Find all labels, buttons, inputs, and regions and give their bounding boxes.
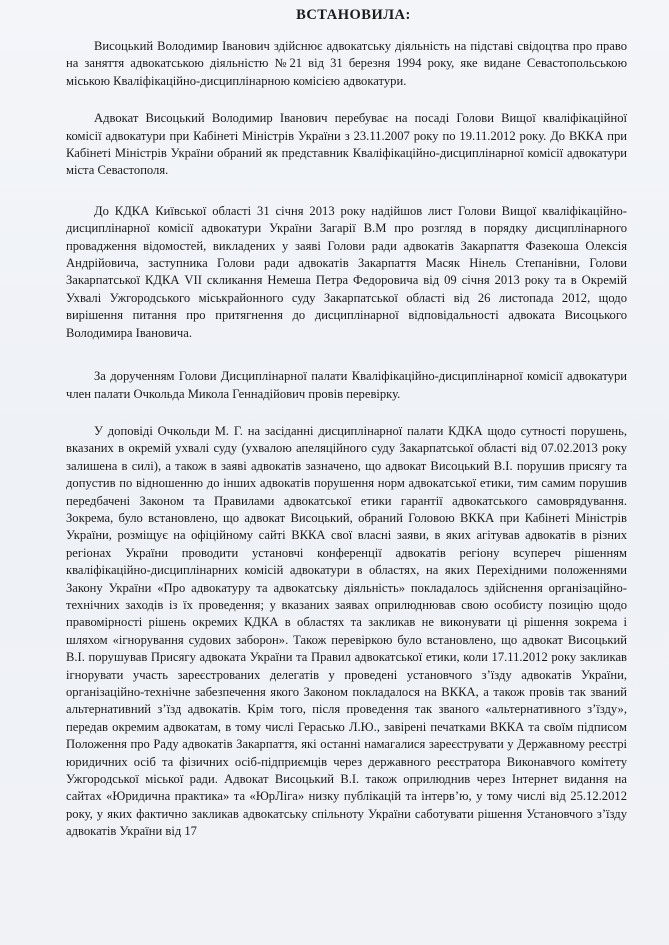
paragraph-complaint-letter: До КДКА Київської області 31 січня 2013 року надійшов лист Голови Вищої кваліфікаційно-дисциплінарної комісії адвокатури України Загарії В.М про розгляд в порядку дисциплінарного провадження відомостей, викладених у заяві Голови ради адвокатів Закарпаття Фазекоша Олексія Андрійовича, заступника Голови ради адвокатів Закарпаття Масяк Нінель Степанівни, Голови Закарпатської КДКА VII скликання Немеша Петра Федоровича від 09 січня 2013 року та в Окремій Ухвалі Ужгородського міськрайонного суду Закарпатської області від 26 листопада 2012, щодо вирішення питання про притягнення до дисциплінарної відповідальності адвоката Висоцького Володимира Івановича.: [66, 203, 627, 340]
paragraph-assignment: За дорученням Голови Дисциплінарної палати Кваліфікаційно-дисциплінарної комісії адвокатури член палати Очкольда Микола Геннадійович провів перевірку.: [66, 369, 627, 401]
paragraph-certificate: Висоцький Володимир Іванович здійснює адвокатську діяльність на підставі свідоцтва про право на заняття адвокатською діяльністю №21 від 31 березня 1994 року, яке видане Севастопольською міською Кваліфікаційно-дисциплінарною комісією адвокатури.: [66, 39, 627, 88]
paragraph-report: У доповіді Очкольди М. Г. на засіданні дисциплінарної палати КДКА щодо сутності порушень, вказаних в окремій ухвалі суду (ухвалою апеляційного суду Закарпатської області від 07.02.2013 року залишена в силі), а також в заяві адвокатів зазначено, що адвокат Висоцький В.І. порушив присягу та допустив по відношенню до інших адвокатів порушення норм адвокатської етики, тим самим порушив передбачені Законом та Правилами адвокатської етики гарантії адвокатського самоврядування. Зокрема, було встановлено, що адвокат Висоцький, обраний Головою ВККА при Кабінеті Міністрів України, розміщує на офіційному сайті ВККА свої власні заяви, в яких агітував адвокатів в різних регіонах України проводити установчі конференції адвокатів регіону всупереч рішенням кваліфікаційно-дисциплінарних комісій адвокатури в областях, на яких Перехідними положеннями Закону України «Про адвокатуру та адвокатську діяльність» покладалось здійснення організаційно-технічних заходів із їх проведення; у вказаних заявах оприлюднював свою особисту позицію щодо правомірності рішень окремих КДКА в областях та закликав не виконувати ці рішення зокрема і шляхом «ігнорування судових заборон». Також перевіркою було встановлено, що адвокат Висоцький В.І. порушував Присягу адвоката України та Правил адвокатської етики, коли 17.11.2012 року закликав ігнорувати участь зареєстрованих делегатів у проведені установчого з’їзду адвокатів України, організаційно-технічне забезпечення якого Законом покладалося на ВККА, а також провів так званий альтернативний з’їзд адвокатів. Крім того, після проведення так званого «альтернативного з’їзду», передав окремим адвокатам, в тому числі Герасько Л.Ю., завірені печатками ВККА та своїм підписом Положення про Раду адвокатів Закарпаття, які останні намагалися зареєструвати у Державному реєстрі юридичних осіб та фізичних осіб-підприємців через державного реєстратора Виконавчого комітету Ужгородської міської ради. Адвокат Висоцький В.І. також оприлюднив через Інтернет видання на сайтах «Юридична практика» та «ЮрЛіга» низку публікацій та інтерв’ю, у тому числі від 25.12.2012 року, у яких фактично закликав адвокатську спільноту України саботувати рішення Установчого з’їзду адвокатів України від 17: [66, 423, 627, 839]
page-title: ВСТАНОВИЛА:: [296, 7, 411, 23]
paragraph-position: Адвокат Висоцький Володимир Іванович перебуває на посаді Голови Вищої кваліфікаційної комісії адвокатури при Кабінеті Міністрів України з 23.11.2007 року по 19.11.2012 року. До ВККА при Кабінеті Міністрів України обраний як представник Кваліфікаційно-дисциплінарної комісії адвокатури міста Севастополя.: [66, 111, 627, 178]
